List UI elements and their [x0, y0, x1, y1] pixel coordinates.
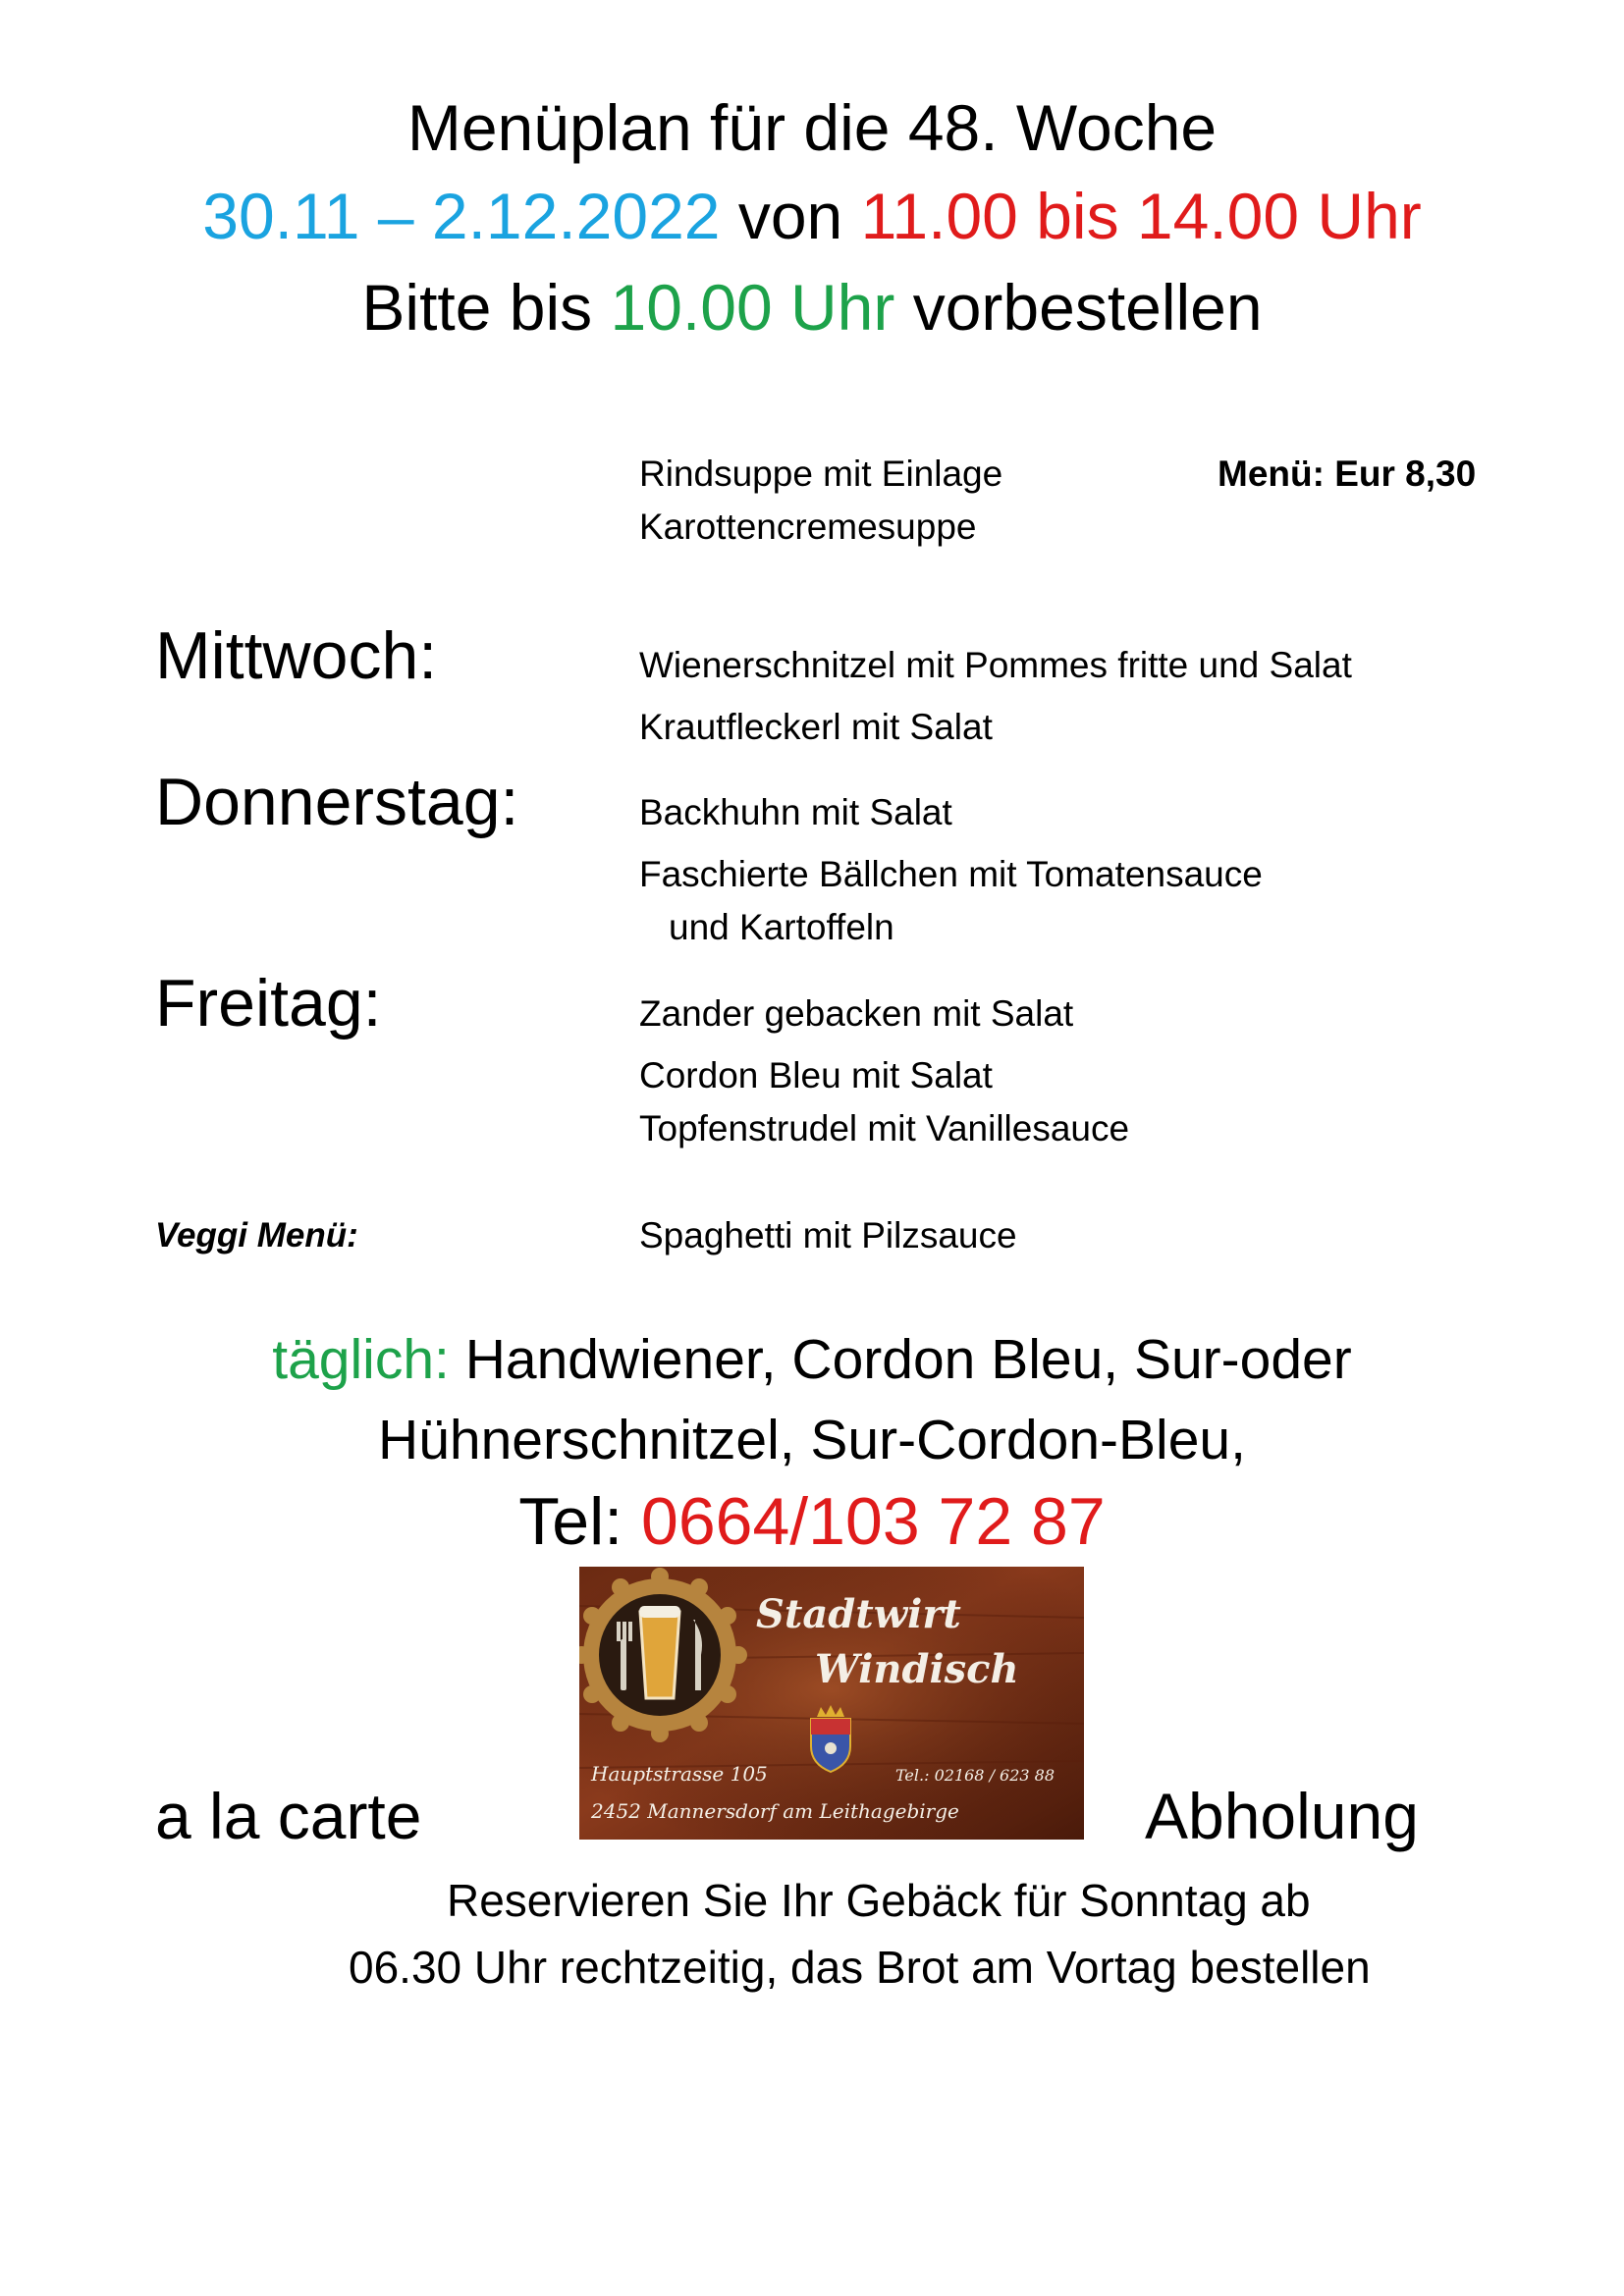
daily-line-1: täglich: Handwiener, Cordon Bleu, Sur-oder	[272, 1328, 1352, 1391]
time-range: 11.00 bis 14.00 Uhr	[860, 180, 1422, 252]
dish-freitag-2: Cordon Bleu mit Salat	[639, 1055, 993, 1095]
dish-donnerstag-2: Faschierte Bällchen mit Tomatensauce	[639, 854, 1263, 894]
logo-name-line2: Windisch	[815, 1646, 1019, 1692]
day-label-freitag: Freitag:	[155, 966, 382, 1041]
date-range: 30.11 – 2.12.2022	[202, 180, 721, 252]
tel-number: 0664/103 72 87	[641, 1484, 1106, 1559]
veggi-label: Veggi Menü:	[155, 1216, 358, 1255]
dish-mittwoch-2: Krautfleckerl mit Salat	[639, 707, 993, 747]
menu-price: Menü: Eur 8,30	[1218, 454, 1477, 494]
a-la-carte-text: a la carte	[155, 1780, 422, 1852]
day-label-mittwoch: Mittwoch:	[155, 618, 438, 693]
dish-donnerstag-1: Backhuhn mit Salat	[639, 792, 952, 832]
page-title: Menüplan für die 48. Woche	[406, 91, 1218, 164]
phone-line	[0, 1482, 1624, 1561]
von-text: von	[737, 180, 843, 252]
logo-address-2: 2452 Mannersdorf am Leithagebirge	[591, 1799, 959, 1823]
tel-label: Tel:	[518, 1484, 623, 1559]
abholung-text: Abholung	[1145, 1780, 1419, 1852]
dish-freitag-1: Zander gebacken mit Salat	[639, 993, 1074, 1034]
reserve-line-2: 06.30 Uhr rechtzeitig, das Brot am Vortag bestellen	[349, 1942, 1371, 1993]
order-line: Bitte bis 10.00 Uhr vorbestellen	[361, 271, 1263, 344]
daily-label: täglich:	[272, 1328, 450, 1391]
dish-freitag-3: Topfenstrudel mit Vanillesauce	[639, 1108, 1130, 1148]
logo-name-line1: Stadtwirt	[756, 1591, 961, 1637]
dish-donnerstag-3: und Kartoffeln	[669, 907, 894, 947]
soup-2: Karottencremesuppe	[639, 507, 977, 547]
veggi-dish: Spaghetti mit Pilzsauce	[639, 1215, 1017, 1255]
reserve-line-1: Reservieren Sie Ihr Gebäck für Sonntag ab	[447, 1875, 1311, 1926]
daily-line-2: Hühnerschnitzel, Sur-Cordon-Bleu,	[378, 1409, 1246, 1471]
day-label-donnerstag: Donnerstag:	[155, 765, 519, 839]
date-time-line	[0, 177, 1624, 255]
logo-address-1: Hauptstrasse 105	[591, 1762, 768, 1786]
order-time: 10.00 Uhr	[610, 271, 895, 344]
soup-1: Rindsuppe mit Einlage	[639, 454, 1003, 494]
logo-phone: Tel.: 02168 / 623 88	[895, 1766, 1056, 1785]
logo-graphic	[579, 1567, 1084, 1840]
dish-mittwoch-1: Wienerschnitzel mit Pommes fritte und Salat	[639, 645, 1352, 685]
stadtwirt-logo	[579, 1567, 1084, 1840]
